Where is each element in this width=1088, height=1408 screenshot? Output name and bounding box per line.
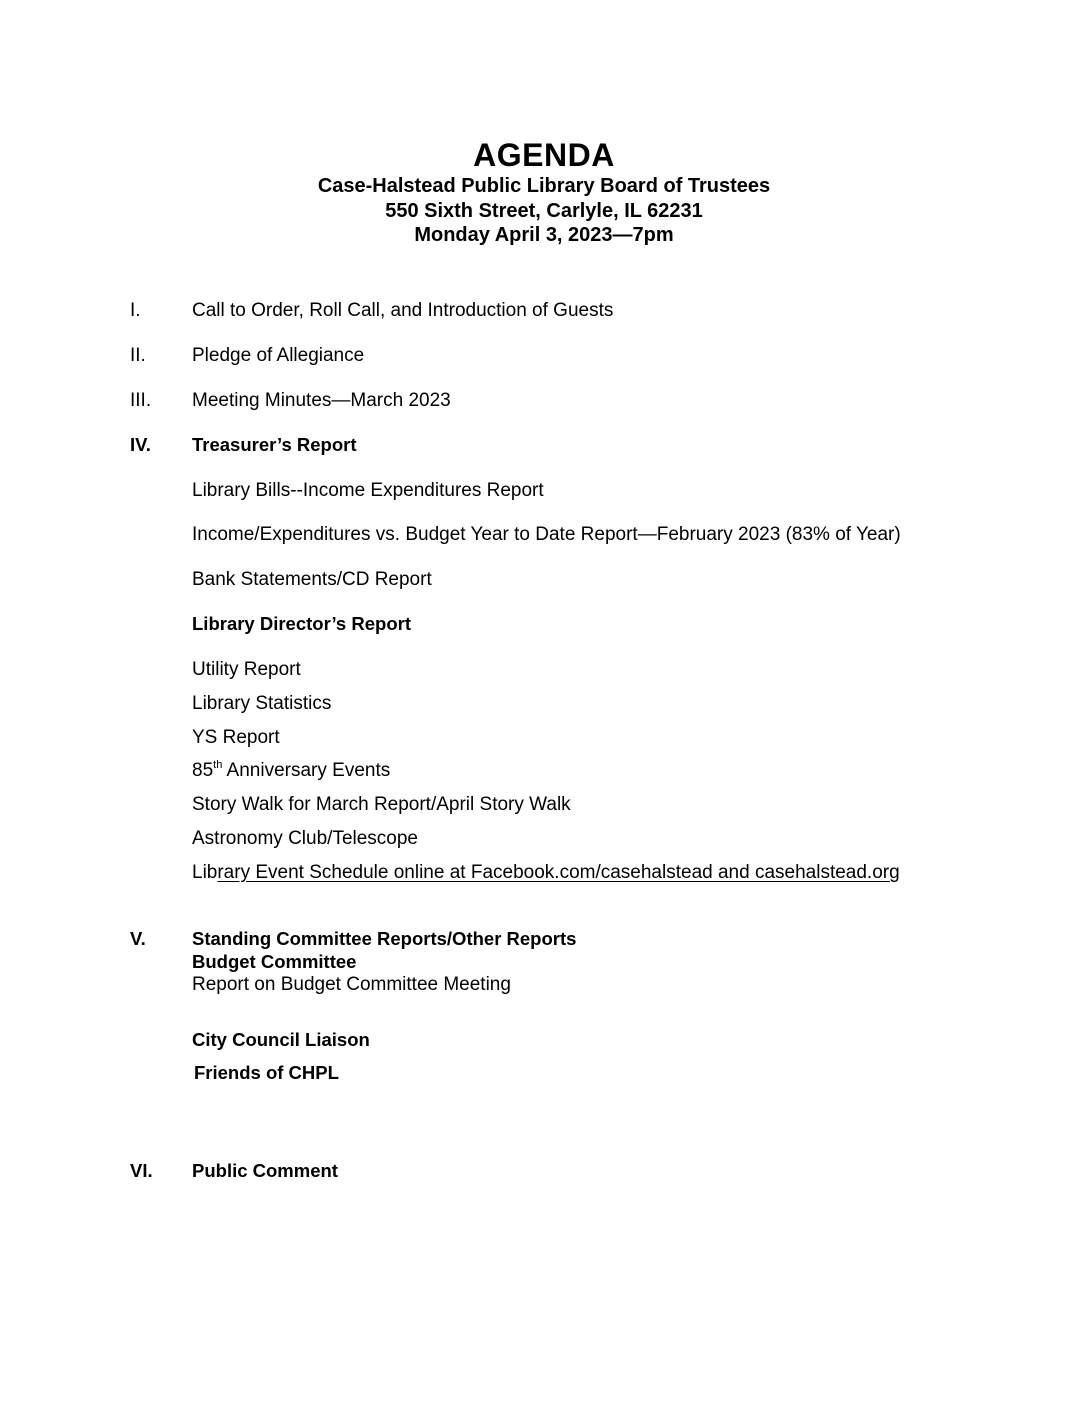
section-standing-committee: Standing Committee Reports/Other Reports [192, 928, 577, 949]
section-public-comment: Public Comment [192, 1160, 338, 1181]
list-item: Income/Expenditures vs. Budget Year to Date Report—February 2023 (83% of Year) [192, 524, 901, 545]
list-item: Bank Statements/CD Report [192, 569, 432, 590]
library-address: 550 Sixth Street, Carlyle, IL 62231 [385, 200, 703, 222]
list-item: Story Walk for March Report/April Story Walk [192, 794, 571, 815]
city-council-liaison-heading: City Council Liaison [192, 1029, 370, 1050]
list-item-event-schedule [192, 863, 900, 882]
section-number: III. [130, 390, 152, 411]
section-treasurers-report: Treasurer’s Report [192, 434, 357, 455]
schedule-text-start: Lib [192, 862, 218, 883]
section-number: VI. [130, 1160, 153, 1181]
board-name: Case-Halstead Public Library Board of Trustees [317, 175, 771, 197]
anniversary-number: 85 [192, 760, 214, 781]
list-item: Library Statistics [192, 693, 332, 714]
agenda-title: AGENDA [473, 137, 615, 173]
list-item: Library Bills--Income Expenditures Report [192, 480, 544, 501]
section-number: V. [130, 928, 146, 949]
section-meeting-minutes: Meeting Minutes—March 2023 [192, 390, 451, 411]
ordinal-suffix: th [213, 759, 223, 771]
meeting-date: Monday April 3, 2023—7pm [414, 224, 674, 246]
list-item: Utility Report [192, 659, 301, 680]
list-item: Report on Budget Committee Meeting [192, 974, 511, 995]
schedule-link[interactable]: rary Event Schedule online at Facebook.com/casehalstead and casehalstead.org [217, 862, 900, 883]
list-item: Astronomy Club/Telescope [192, 828, 418, 849]
list-item: YS Report [192, 727, 280, 748]
section-number: IV. [130, 434, 151, 455]
anniversary-text: Anniversary Events [222, 760, 391, 781]
list-item-anniversary [192, 761, 390, 780]
section-pledge: Pledge of Allegiance [192, 345, 365, 366]
director-report-heading: Library Director’s Report [192, 613, 411, 634]
section-call-to-order: Call to Order, Roll Call, and Introduction of Guests [192, 300, 614, 321]
friends-of-chpl-heading: Friends of CHPL [194, 1062, 339, 1083]
section-number: II. [130, 345, 146, 366]
section-number: I. [130, 300, 141, 321]
budget-committee-heading: Budget Committee [192, 951, 357, 972]
